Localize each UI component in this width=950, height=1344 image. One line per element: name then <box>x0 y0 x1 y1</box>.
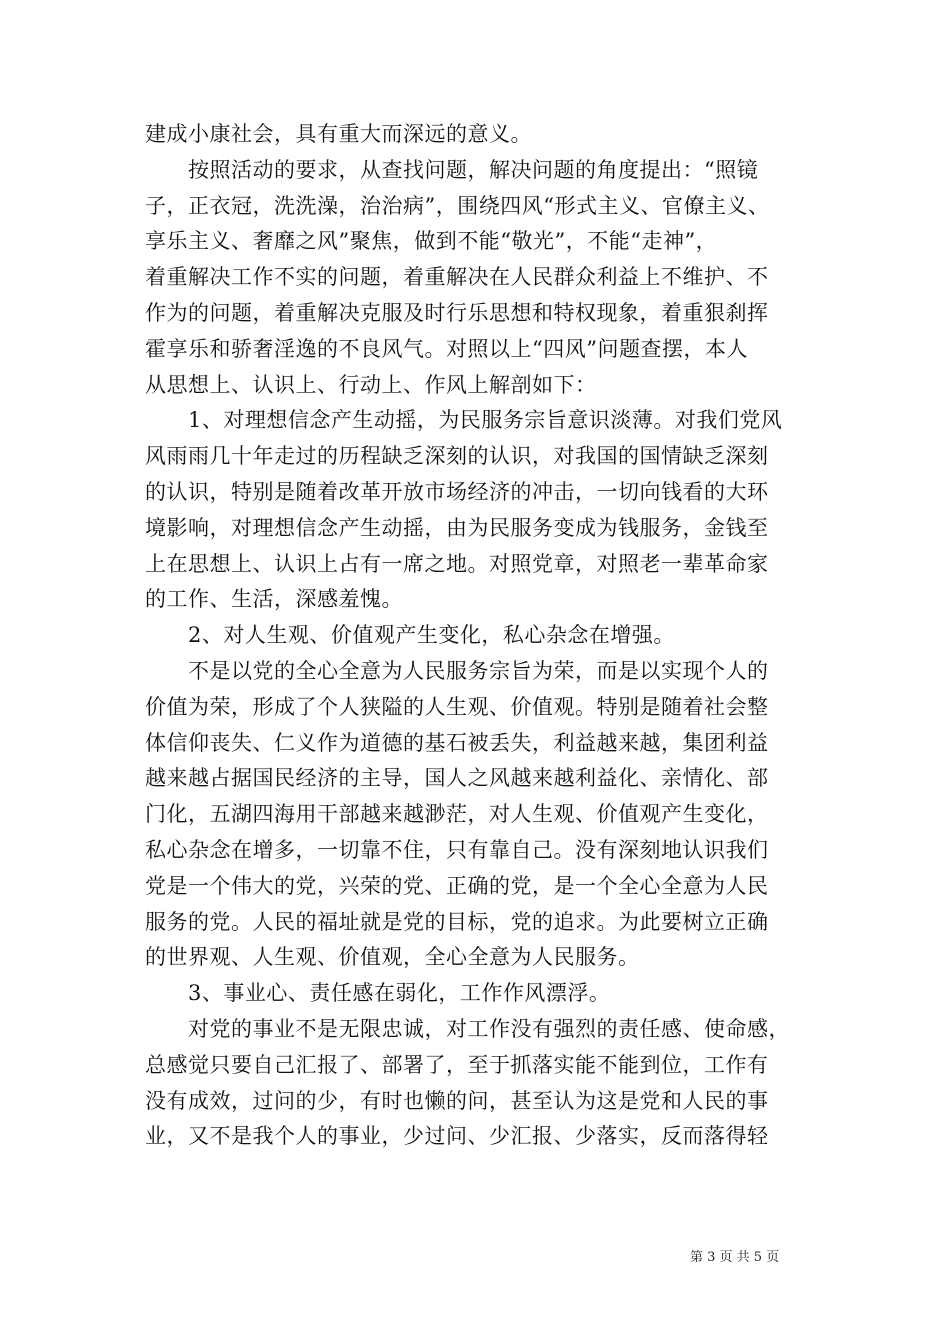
text-line: 3、事业心、责任感在弱化，工作作风漂浮。 <box>188 981 611 1006</box>
text-line: 的认识，特别是随着改革开放市场经济的冲击，一切向钱看的大环 <box>145 479 769 504</box>
text-line: 霍享乐和骄奢淫逸的不良风气。对照以上“四风”问题查摆，本人 <box>145 336 748 361</box>
text-line: 子，正衣冠，洗洗澡，治治病”，围绕四风“形式主义、官僚主义、 <box>145 193 770 218</box>
text-line: 作为的问题，着重解决克服及时行乐思想和特权现象，着重狠刹挥 <box>145 300 769 325</box>
text-line: 越来越占据国民经济的主导，国人之风越来越利益化、亲情化、部 <box>145 766 769 791</box>
text-line: 1、对理想信念产生动摇，为民服务宗旨意识淡薄。对我们党风 <box>188 408 783 433</box>
text-line: 门化，五湖四海用干部越来越渺茫，对人生观、价值观产生变化， <box>145 802 769 827</box>
text-line: 私心杂念在增多，一切靠不住，只有靠自己。没有深刻地认识我们 <box>145 837 769 862</box>
body-text <box>145 117 815 1155</box>
text-line: 体信仰丧失、仁义作为道德的基石被丢失，利益越来越，集团利益 <box>145 730 769 755</box>
text-line: 从思想上、认识上、行动上、作风上解剖如下： <box>145 372 597 397</box>
text-line: 业，又不是我个人的事业，少过问、少汇报、少落实，反而落得轻 <box>145 1124 769 1149</box>
text-line: 上在思想上、认识上占有一席之地。对照党章，对照老一辈革命家 <box>145 551 769 576</box>
text-line: 着重解决工作不实的问题，着重解决在人民群众利益上不维护、不 <box>145 265 769 290</box>
text-line: 建成小康社会，具有重大而深远的意义。 <box>145 122 532 146</box>
text-line: 党是一个伟大的党，兴荣的党、正确的党，是一个全心全意为人民 <box>145 873 769 898</box>
text-line: 按照活动的要求，从查找问题，解决问题的角度提出：“照镜 <box>188 157 759 182</box>
text-line: 对党的事业不是无限忠诚，对工作没有强烈的责任感、使命感， <box>188 1016 790 1041</box>
text-line: 的工作、生活，深感羞愧。 <box>145 587 403 612</box>
text-line: 的世界观、人生观、价值观，全心全意为人民服务。 <box>145 945 640 970</box>
text-line: 价值为荣，形成了个人狭隘的人生观、价值观。特别是随着社会整 <box>145 694 769 719</box>
text-line: 境影响，对理想信念产生动摇，由为民服务变成为钱服务，金钱至 <box>145 515 769 540</box>
text-line: 总感觉只要自己汇报了、部署了，至于抓落实能不能到位，工作有 <box>145 1052 769 1077</box>
text-line: 服务的党。人民的福址就是党的目标，党的追求。为此要树立正确 <box>145 909 769 934</box>
text-line: 风雨雨几十年走过的历程缺乏深刻的认识，对我国的国情缺乏深刻 <box>145 444 769 469</box>
text-line: 没有成效，过问的少，有时也懒的问，甚至认为这是党和人民的事 <box>145 1088 769 1113</box>
text-line: 享乐主义、奢靡之风”聚焦，做到不能“敬光”，不能“走神”， <box>145 229 718 254</box>
text-line: 不是以党的全心全意为人民服务宗旨为荣，而是以实现个人的 <box>188 658 769 683</box>
page-number: 第 3 页 共 5 页 <box>690 1250 780 1265</box>
text-line: 2、对人生观、价值观产生变化，私心杂念在增强。 <box>188 623 675 648</box>
